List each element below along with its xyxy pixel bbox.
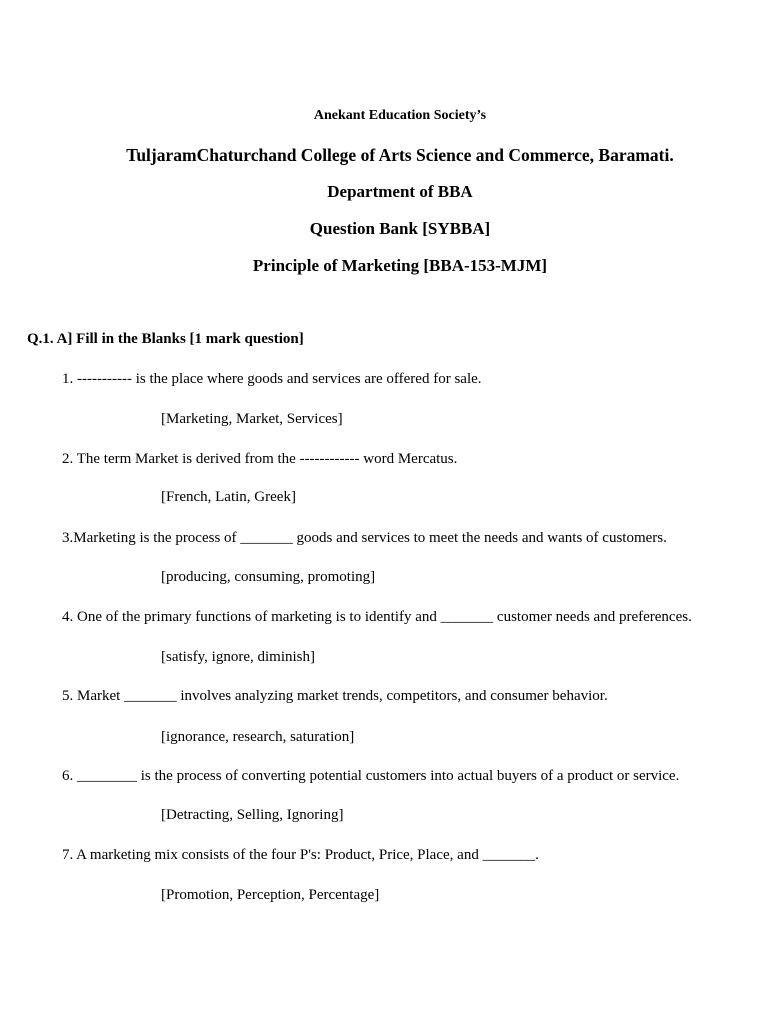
subject-title: Principle of Marketing [BBA-153-MJM] (252, 256, 548, 275)
question-bank-title: Question Bank [SYBBA] (309, 219, 491, 238)
question-text: 3.Marketing is the process of _______ goods and services to meet the needs and wants of customers. (62, 530, 667, 546)
question-text: 2. The term Market is derived from the ------------ word Mercatus. (62, 451, 458, 467)
question-options: [producing, consuming, promoting] (161, 569, 376, 585)
department-title: Department of BBA (327, 182, 473, 201)
question-text: 1. ----------- is the place where goods and services are offered for sale. (62, 371, 482, 387)
question-options: [ignorance, research, saturation] (161, 729, 355, 745)
question-text: 4. One of the primary functions of marketing is to identify and _______ customer needs and preferences. (62, 609, 692, 625)
section-heading: Q.1. A] Fill in the Blanks [1 mark question] (27, 331, 304, 347)
question-text: 7. A marketing mix consists of the four P's: Product, Price, Place, and _______. (62, 847, 539, 863)
question-text: 5. Market _______ involves analyzing market trends, competitors, and consumer behavior. (62, 688, 608, 704)
question-options: [Marketing, Market, Services] (161, 411, 343, 427)
question-options: [Detracting, Selling, Ignoring] (161, 807, 344, 823)
college-name: TuljaramChaturchand College of Arts Science and Commerce, Baramati. (126, 145, 674, 165)
society-name: Anekant Education Society’s (313, 108, 487, 123)
question-options: [French, Latin, Greek] (161, 489, 296, 505)
question-text: 6. ________ is the process of converting potential customers into actual buyers of a product or service. (62, 768, 680, 784)
question-options: [satisfy, ignore, diminish] (161, 649, 316, 665)
question-options: [Promotion, Perception, Percentage] (161, 887, 380, 903)
